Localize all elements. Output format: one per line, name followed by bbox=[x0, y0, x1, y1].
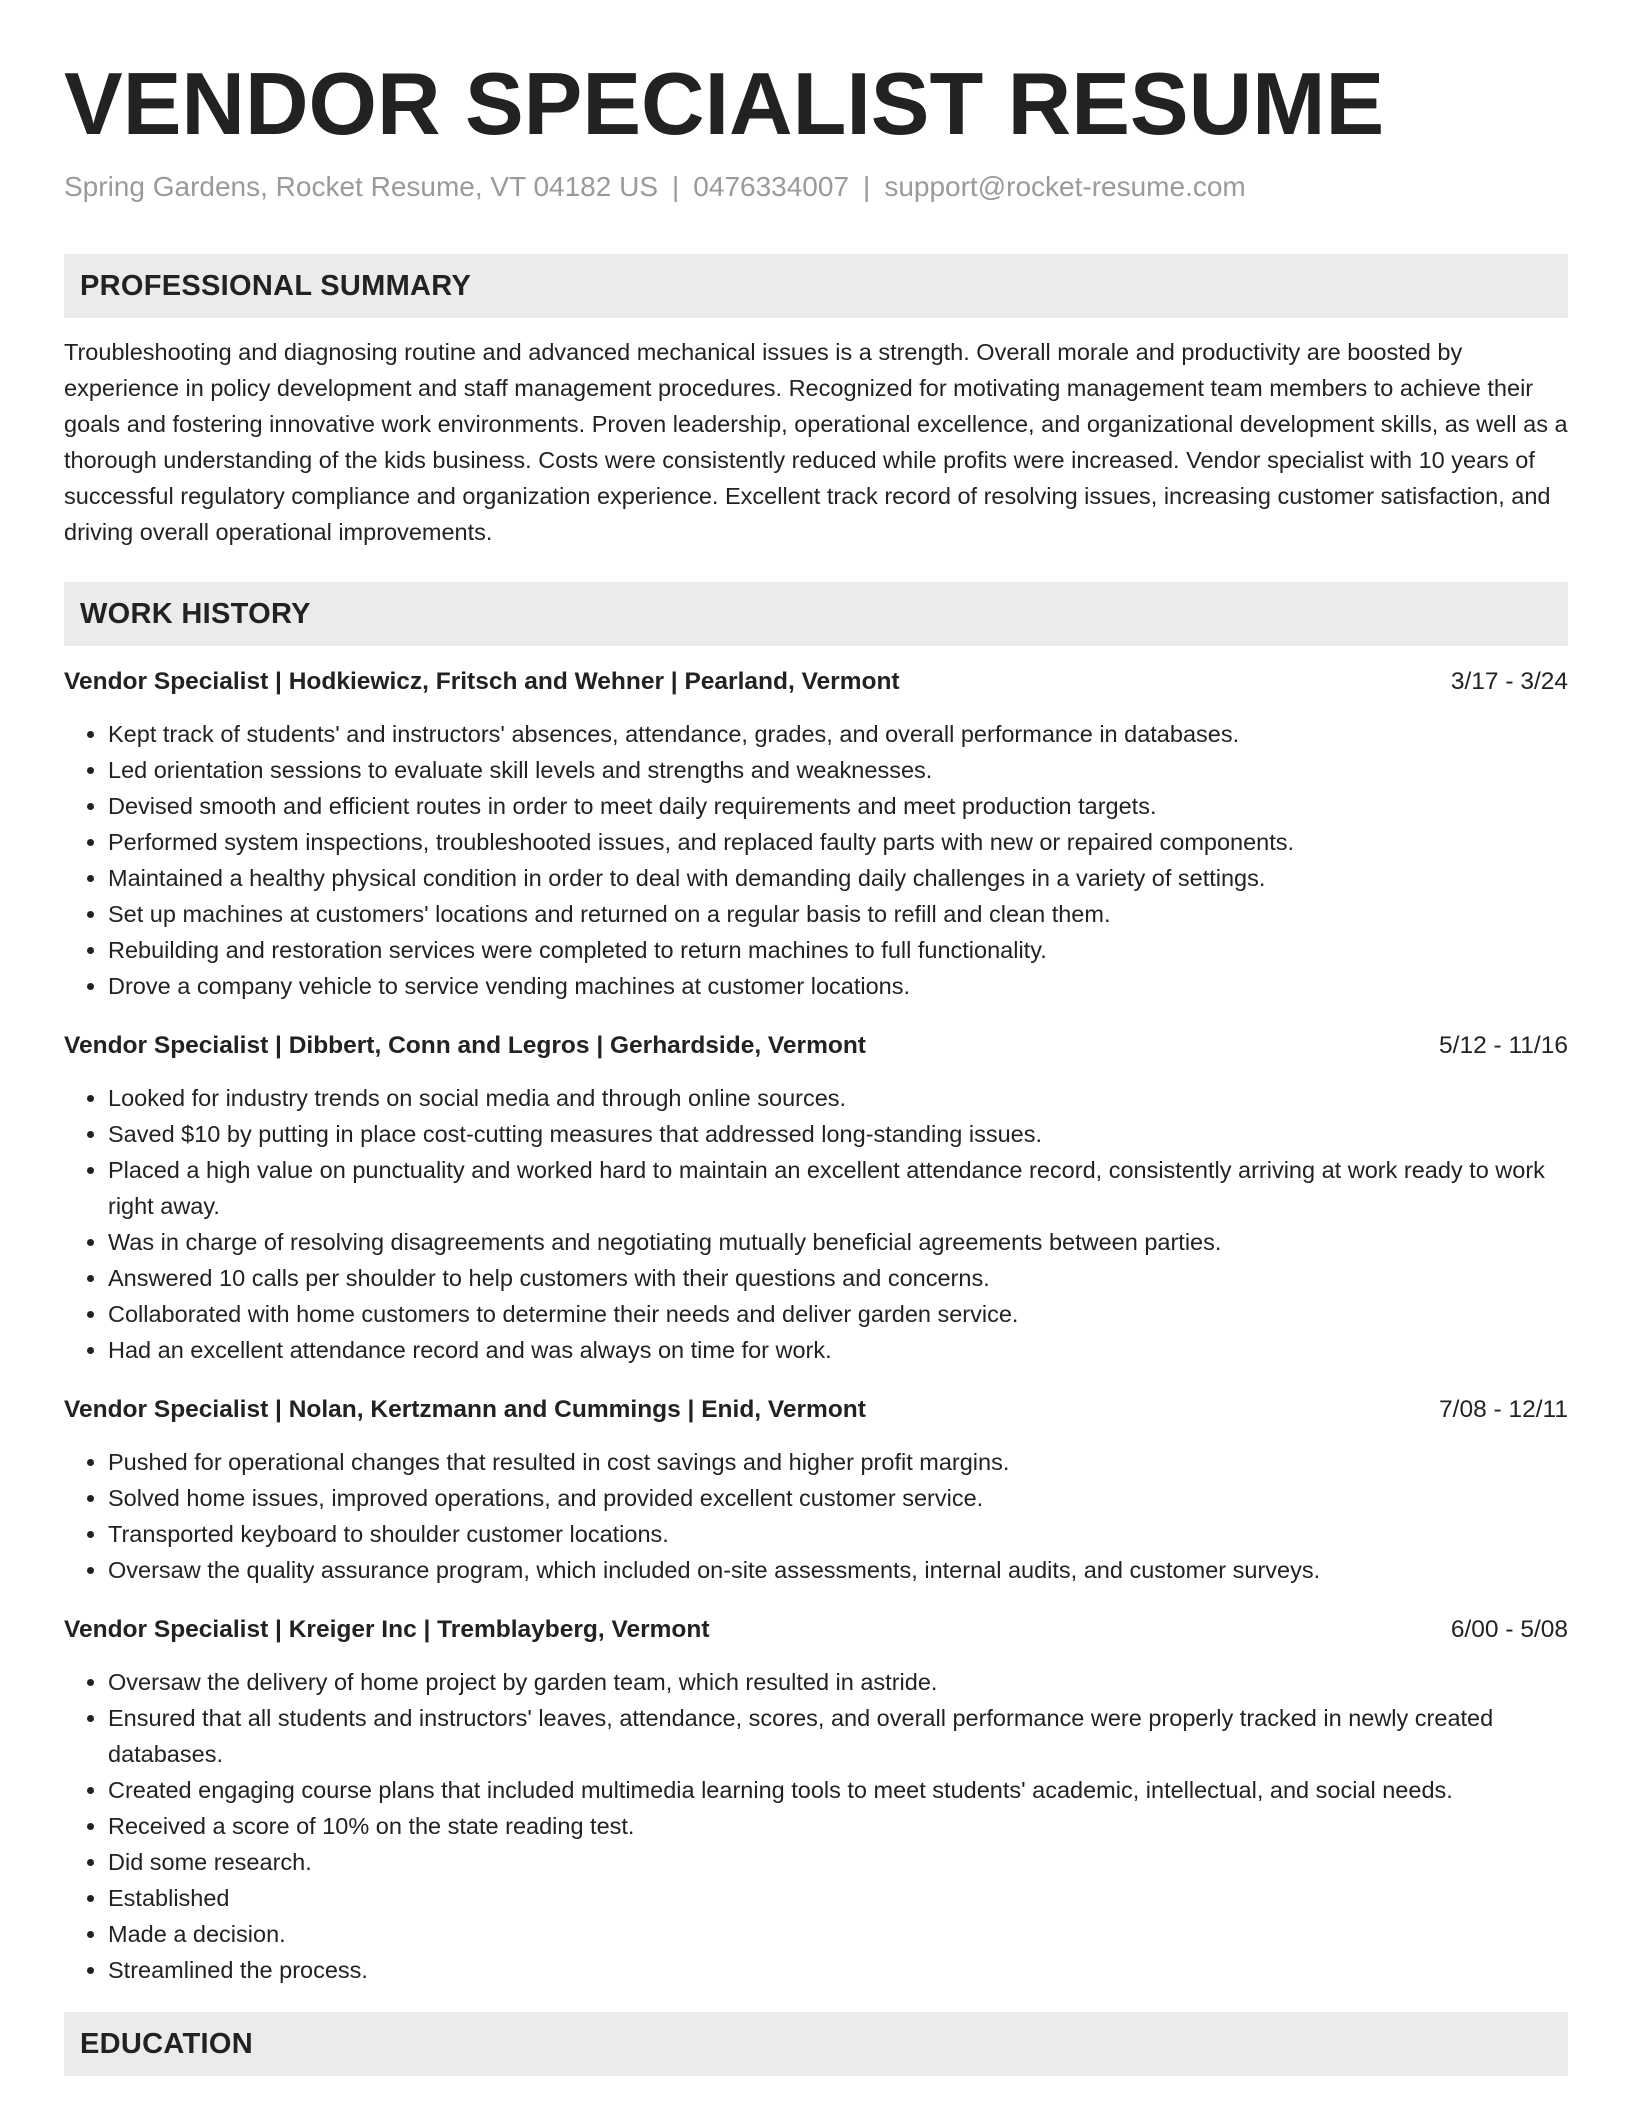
job-title: Vendor Specialist | Dibbert, Conn and Legros | Gerhardside, Vermont bbox=[64, 1032, 866, 1059]
job-dates: 6/00 - 5/08 bbox=[1450, 1616, 1568, 1643]
job-bullet: • Answered 10 calls per shoulder to help customers with their questions and concerns. bbox=[108, 1260, 1568, 1296]
job-header bbox=[64, 1614, 1568, 1646]
job-bullet: • Drove a company vehicle to service vending machines at customer locations. bbox=[108, 968, 1568, 1004]
job-bullet: • Made a decision. bbox=[108, 1916, 1568, 1952]
contact-separator: | bbox=[863, 171, 871, 202]
job-bullet: • Created engaging course plans that included multimedia learning tools to meet students' academic, intellectual, and social needs. bbox=[108, 1772, 1568, 1808]
summary-text: Troubleshooting and diagnosing routine and advanced mechanical issues is a strength. Overall morale and productivity are boosted by experience in policy development and staff management procedures. Recognized for motivating management team members to achieve their goals and fostering innovative work environments. Proven leadership, operational excellence, and organizational development skills, as well as a thorough understanding of the kids business. Costs were consistently reduced while profits were increased. Vendor specialist with 10 years of successful regulatory compliance and organization experience. Excellent track record of resolving issues, increasing customer satisfaction, and driving overall operational improvements. bbox=[64, 339, 1568, 545]
job-bullet: • Set up machines at customers' locations and returned on a regular basis to refill and clean them. bbox=[108, 896, 1568, 932]
job-entry bbox=[64, 1614, 1568, 1988]
job-entry bbox=[64, 1030, 1568, 1368]
job-bullet: • Led orientation sessions to evaluate skill levels and strengths and weaknesses. bbox=[108, 752, 1568, 788]
job-bullet: • Devised smooth and efficient routes in order to meet daily requirements and meet production targets. bbox=[108, 788, 1568, 824]
job-bullet: • Solved home issues, improved operations, and provided excellent customer service. bbox=[108, 1480, 1568, 1516]
job-bullet: • Oversaw the quality assurance program, which included on-site assessments, internal audits, and customer surveys. bbox=[108, 1552, 1568, 1588]
job-bullet: • Performed system inspections, troubleshooted issues, and replaced faulty parts with new or repaired components. bbox=[108, 824, 1568, 860]
job-entry bbox=[64, 666, 1568, 1004]
job-bullet: • Streamlined the process. bbox=[108, 1952, 1568, 1988]
job-bullet: • Had an excellent attendance record and was always on time for work. bbox=[108, 1332, 1568, 1368]
job-bullet: • Did some research. bbox=[108, 1844, 1568, 1880]
contact-separator: | bbox=[672, 171, 680, 202]
contact-phone: 0476334007 bbox=[693, 171, 850, 202]
job-bullet: • Saved $10 by putting in place cost-cutting measures that addressed long-standing issues. bbox=[108, 1116, 1568, 1152]
job-bullet: • Placed a high value on punctuality and worked hard to maintain an excellent attendance record, consistently arriving at work ready to work right away. bbox=[108, 1152, 1568, 1224]
job-header bbox=[64, 666, 1568, 698]
job-dates: 3/17 - 3/24 bbox=[1450, 668, 1568, 695]
job-bullet: • Transported keyboard to shoulder customer locations. bbox=[108, 1516, 1568, 1552]
job-header bbox=[64, 1394, 1568, 1426]
job-dates: 5/12 - 11/16 bbox=[1439, 1032, 1568, 1059]
summary-heading: PROFESSIONAL SUMMARY bbox=[64, 254, 1568, 318]
job-bullet: • Was in charge of resolving disagreements and negotiating mutually beneficial agreements between parties. bbox=[108, 1224, 1568, 1260]
education-heading: EDUCATION bbox=[64, 2012, 1568, 2076]
job-bullet: • Kept track of students' and instructors' absences, attendance, grades, and overall performance in databases. bbox=[108, 716, 1568, 752]
job-title: Vendor Specialist | Hodkiewicz, Fritsch and Wehner | Pearland, Vermont bbox=[64, 668, 900, 695]
job-bullet: • Collaborated with home customers to determine their needs and deliver garden service. bbox=[108, 1296, 1568, 1332]
job-bullets bbox=[64, 1444, 1568, 1588]
job-bullet: • Oversaw the delivery of home project by garden team, which resulted in astride. bbox=[108, 1664, 1568, 1700]
job-bullet: • Ensured that all students and instructors' leaves, attendance, scores, and overall performance were properly tracked in newly created databases. bbox=[108, 1700, 1568, 1772]
job-bullets bbox=[64, 1080, 1568, 1368]
job-bullets bbox=[64, 1664, 1568, 1988]
job-bullet: • Established bbox=[108, 1880, 1568, 1916]
job-bullet: • Rebuilding and restoration services were completed to return machines to full functionality. bbox=[108, 932, 1568, 968]
resume-page bbox=[64, 0, 1568, 2076]
work-history-heading: WORK HISTORY bbox=[64, 582, 1568, 646]
contact-address: Spring Gardens, Rocket Resume, VT 04182 US bbox=[64, 171, 659, 202]
contact-email: support@rocket-resume.com bbox=[884, 171, 1246, 202]
job-title: Vendor Specialist | Nolan, Kertzmann and Cummings | Enid, Vermont bbox=[64, 1396, 866, 1423]
job-bullet: • Maintained a healthy physical condition in order to deal with demanding daily challenges in a variety of settings. bbox=[108, 860, 1568, 896]
job-bullet: • Pushed for operational changes that resulted in cost savings and higher profit margins. bbox=[108, 1444, 1568, 1480]
job-entry bbox=[64, 1394, 1568, 1588]
contact-line bbox=[64, 170, 1568, 204]
resume-title: VENDOR SPECIALIST RESUME bbox=[64, 54, 1385, 153]
job-bullet: • Received a score of 10% on the state reading test. bbox=[108, 1808, 1568, 1844]
job-bullets bbox=[64, 716, 1568, 1004]
job-bullet: • Looked for industry trends on social media and through online sources. bbox=[108, 1080, 1568, 1116]
job-title: Vendor Specialist | Kreiger Inc | Tremblayberg, Vermont bbox=[64, 1616, 710, 1643]
job-dates: 7/08 - 12/11 bbox=[1439, 1396, 1568, 1423]
job-header bbox=[64, 1030, 1568, 1062]
